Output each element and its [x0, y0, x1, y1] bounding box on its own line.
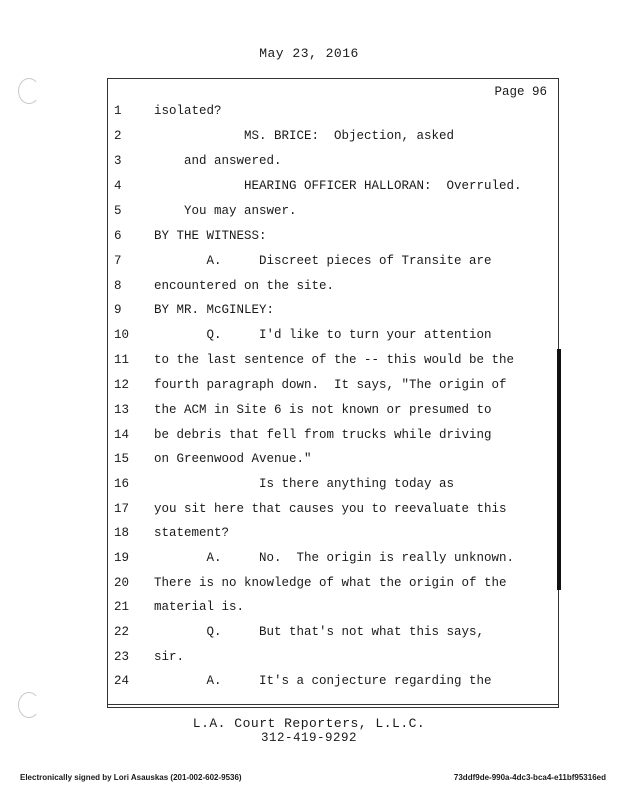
document-hash-id: 73ddf9de-990a-4dc3-bca4-e11bf95316ed — [453, 773, 606, 782]
line-number: 5 — [114, 204, 122, 218]
transcript-line — [0, 229, 618, 249]
transcript-line — [0, 129, 618, 149]
transcript-line — [0, 303, 618, 323]
line-number: 18 — [114, 526, 130, 540]
line-number: 12 — [114, 378, 130, 392]
transcript-line — [0, 378, 618, 398]
transcript-line — [0, 625, 618, 645]
line-number: 16 — [114, 477, 130, 491]
line-text: BY MR. McGINLEY: — [154, 303, 275, 317]
electronic-signature-note: Electronically signed by Lori Asauskas (201-002-602-9536) — [20, 773, 242, 782]
transcript-line — [0, 674, 618, 694]
line-number: 15 — [114, 452, 130, 466]
line-text: A. No. The origin is really unknown. — [154, 551, 515, 565]
transcript-line — [0, 600, 618, 620]
line-text: A. Discreet pieces of Transite are — [154, 254, 492, 268]
transcript-line — [0, 650, 618, 670]
line-number: 4 — [114, 179, 122, 193]
line-text: encountered on the site. — [154, 279, 335, 293]
line-text: to the last sentence of the -- this would be the — [154, 353, 515, 367]
line-number: 2 — [114, 129, 122, 143]
punch-hole-bottom — [18, 692, 40, 718]
line-text: on Greenwood Avenue." — [154, 452, 312, 466]
transcript-line — [0, 477, 618, 497]
reporter-phone: 312-419-9292 — [260, 731, 357, 745]
line-number: 1 — [114, 104, 122, 118]
page-number: Page 96 — [494, 85, 547, 99]
line-text: statement? — [154, 526, 230, 540]
transcript-line — [0, 179, 618, 199]
transcript-line — [0, 452, 618, 472]
punch-hole-top — [18, 78, 40, 104]
transcript-line — [0, 526, 618, 546]
line-text: Q. I'd like to turn your attention — [154, 328, 492, 342]
line-number: 21 — [114, 600, 130, 614]
line-number: 10 — [114, 328, 130, 342]
line-number: 20 — [114, 576, 130, 590]
line-text: HEARING OFFICER HALLORAN: Overruled. — [154, 179, 522, 193]
transcript-line — [0, 403, 618, 423]
line-text: There is no knowledge of what the origin of the — [154, 576, 507, 590]
line-number: 6 — [114, 229, 122, 243]
line-text: BY THE WITNESS: — [154, 229, 267, 243]
line-number: 13 — [114, 403, 130, 417]
reporter-company: L.A. Court Reporters, L.L.C. — [192, 716, 426, 731]
line-text: be debris that fell from trucks while driving — [154, 428, 492, 442]
line-text: you sit here that causes you to reevaluate this — [154, 502, 507, 516]
line-text: material is. — [154, 600, 245, 614]
line-text: Is there anything today as — [154, 477, 455, 491]
line-number: 19 — [114, 551, 130, 565]
line-text: the ACM in Site 6 is not known or presumed to — [154, 403, 492, 417]
transcript-line — [0, 576, 618, 596]
transcript-line — [0, 154, 618, 174]
transcript-line — [0, 328, 618, 348]
deposition-date: May 23, 2016 — [259, 46, 359, 61]
transcript-line — [0, 279, 618, 299]
transcript-line — [0, 104, 618, 124]
line-number: 3 — [114, 154, 122, 168]
line-text: fourth paragraph down. It says, "The origin of — [154, 378, 507, 392]
transcript-frame-bottom-rule — [107, 704, 559, 708]
transcript-line — [0, 254, 618, 274]
line-number: 23 — [114, 650, 130, 664]
line-text: isolated? — [154, 104, 222, 118]
line-number: 22 — [114, 625, 130, 639]
line-number: 11 — [114, 353, 130, 367]
line-text: A. It's a conjecture regarding the — [154, 674, 492, 688]
line-number: 24 — [114, 674, 130, 688]
line-text: and answered. — [154, 154, 282, 168]
line-number: 17 — [114, 502, 130, 516]
line-text: Q. But that's not what this says, — [154, 625, 485, 639]
line-number: 9 — [114, 303, 122, 317]
line-number: 7 — [114, 254, 122, 268]
line-number: 14 — [114, 428, 130, 442]
transcript-line — [0, 502, 618, 522]
line-text: sir. — [154, 650, 185, 664]
transcript-line — [0, 428, 618, 448]
line-number: 8 — [114, 279, 122, 293]
transcript-line — [0, 551, 618, 571]
transcript-line — [0, 204, 618, 224]
line-text: You may answer. — [154, 204, 297, 218]
transcript-line — [0, 353, 618, 373]
line-text: MS. BRICE: Objection, asked — [154, 129, 455, 143]
